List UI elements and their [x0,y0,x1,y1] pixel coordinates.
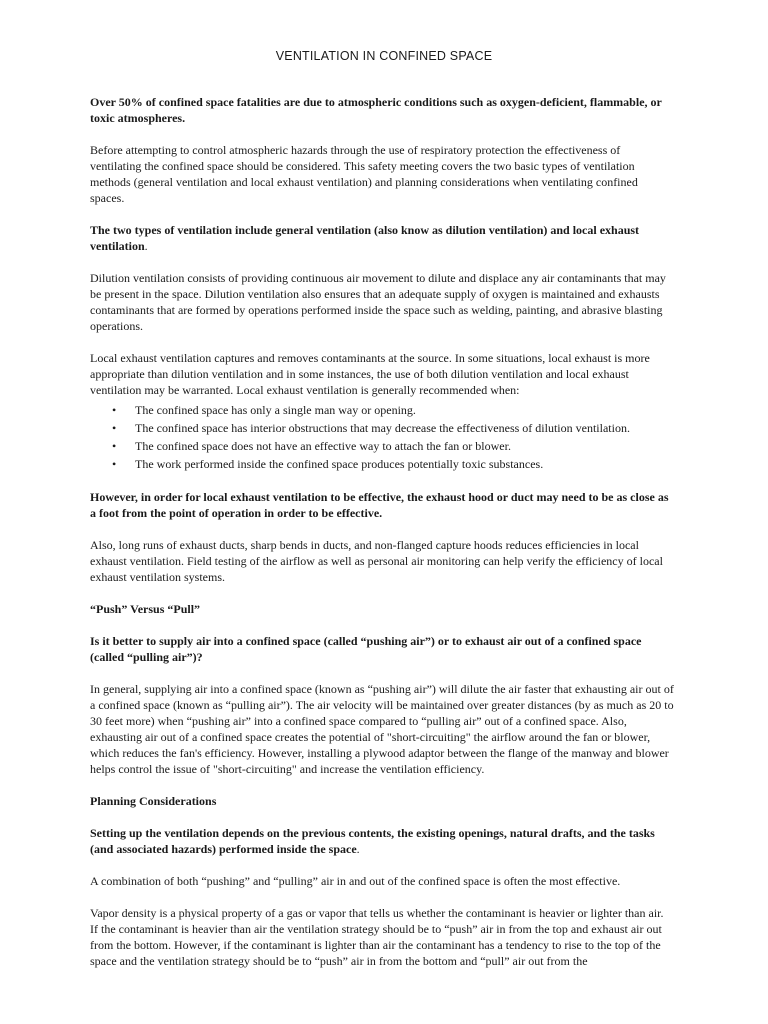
list-item [90,401,674,419]
ventilation-types-paragraph [90,222,674,254]
ventilation-types-bold: The two types of ventilation include general ventilation (also know as dilution ventilation) and local exhaust ventilation [90,223,640,253]
bullet-icon: • [112,457,117,471]
page-title: VENTILATION IN CONFINED SPACE [275,49,493,63]
planning-heading: Planning Considerations [90,794,217,808]
list-item [90,437,674,455]
document-body [90,94,674,985]
bullet-icon: • [112,439,117,453]
planning-tail: . [356,842,360,856]
bullet-icon: • [112,421,117,435]
planning-bold: Setting up the ventilation depends on the previous contents, the existing openings, natural drafts, and the tasks (and associated hazards) performed inside the space [90,826,655,856]
list-item-text: The confined space has only a single man way or opening. [135,403,416,417]
list-item [90,455,674,473]
combination-paragraph: A combination of both “pushing” and “pulling” air in and out of the confined space is often the most effective. [90,874,621,888]
exhaust-hood-paragraph: However, in order for local exhaust ventilation to be effective, the exhaust hood or duct may need to be as close as a foot from the point of operation in order to be effective. [90,490,669,520]
planning-paragraph [90,825,674,857]
ventilation-types-tail: . [144,239,148,253]
push-pull-heading: “Push” Versus “Pull” [90,602,201,616]
local-exhaust-paragraph: Local exhaust ventilation captures and removes contaminants at the source. In some situations, local exhaust is more appropriate than dilution ventilation and in some instances, the use of both dilution ventilation and local exhaust ventilation may be warranted. Local exhaust ventilation is generally recommended when: [90,351,650,397]
bullet-icon: • [112,403,117,417]
push-pull-question: Is it better to supply air into a confined space (called “pushing air”) or to exhaust air out of a confined space (called “pulling air”)? [90,634,642,664]
list-item-text: The confined space has interior obstructions that may decrease the effectiveness of dilution ventilation. [135,421,630,435]
dilution-ventilation-paragraph: Dilution ventilation consists of providing continuous air movement to dilute and displace any air contaminants that may be present in the space. Dilution ventilation also ensures that an adequate supply of oxygen is maintained and exhausts contaminants that are formed by operations performed inside the space such as welding, painting, and abrasive blasting operations. [90,271,666,333]
push-pull-answer-paragraph: In general, supplying air into a confined space (known as “pushing air”) will dilute the air faster that exhausting air out of a confined space (known as “pulling air”). The air velocity will be maintained over greater distances (by as much as 20 to 30 feet more) when “pushing air” into a confined space compared to “pulling air” out of a confined space. Also, exhausting air out of a confined space creates the potential of "short-circuiting" the airflow around the fan or blower, which reduces the fan's efficiency. However, installing a plywood adaptor between the flange of the manway and blower helps control the issue of "short-circuiting" and increase the ventilation efficiency. [90,682,674,776]
vapor-density-paragraph: Vapor density is a physical property of a gas or vapor that tells us whether the contaminant is heavier or lighter than air. If the contaminant is heavier than air the ventilation strategy should be to “push” air in from the top and exhaust air out from the bottom. However, if the contaminant is lighter than air the contaminant has a tendency to rise to the top of the space and the ventilation strategy should be to “push” air in from the bottom and “pull” air out from the [90,906,664,968]
list-item-text: The confined space does not have an effective way to attach the fan or blower. [135,439,511,453]
list-item [90,419,674,437]
intro-paragraph: Before attempting to control atmospheric hazards through the use of respiratory protection the effectiveness of ventilating the confined space should be considered. This safety meeting covers the two basic types of ventilation methods (general ventilation and local exhaust ventilation) and planning considerations when ventilating confined spaces. [90,143,638,205]
list-item-text: The work performed inside the confined space produces potentially toxic substances. [135,457,544,471]
local-exhaust-conditions-list [90,401,674,473]
exhaust-efficiency-paragraph: Also, long runs of exhaust ducts, sharp bends in ducts, and non-flanged capture hoods reduces efficiencies in local exhaust ventilation. Field testing of the airflow as well as personal air monitoring can help verify the efficiency of local exhaust ventilation systems. [90,538,663,584]
intro-statistic-paragraph: Over 50% of confined space fatalities are due to atmospheric conditions such as oxygen-deficient, flammable, or toxic atmospheres. [90,95,662,125]
